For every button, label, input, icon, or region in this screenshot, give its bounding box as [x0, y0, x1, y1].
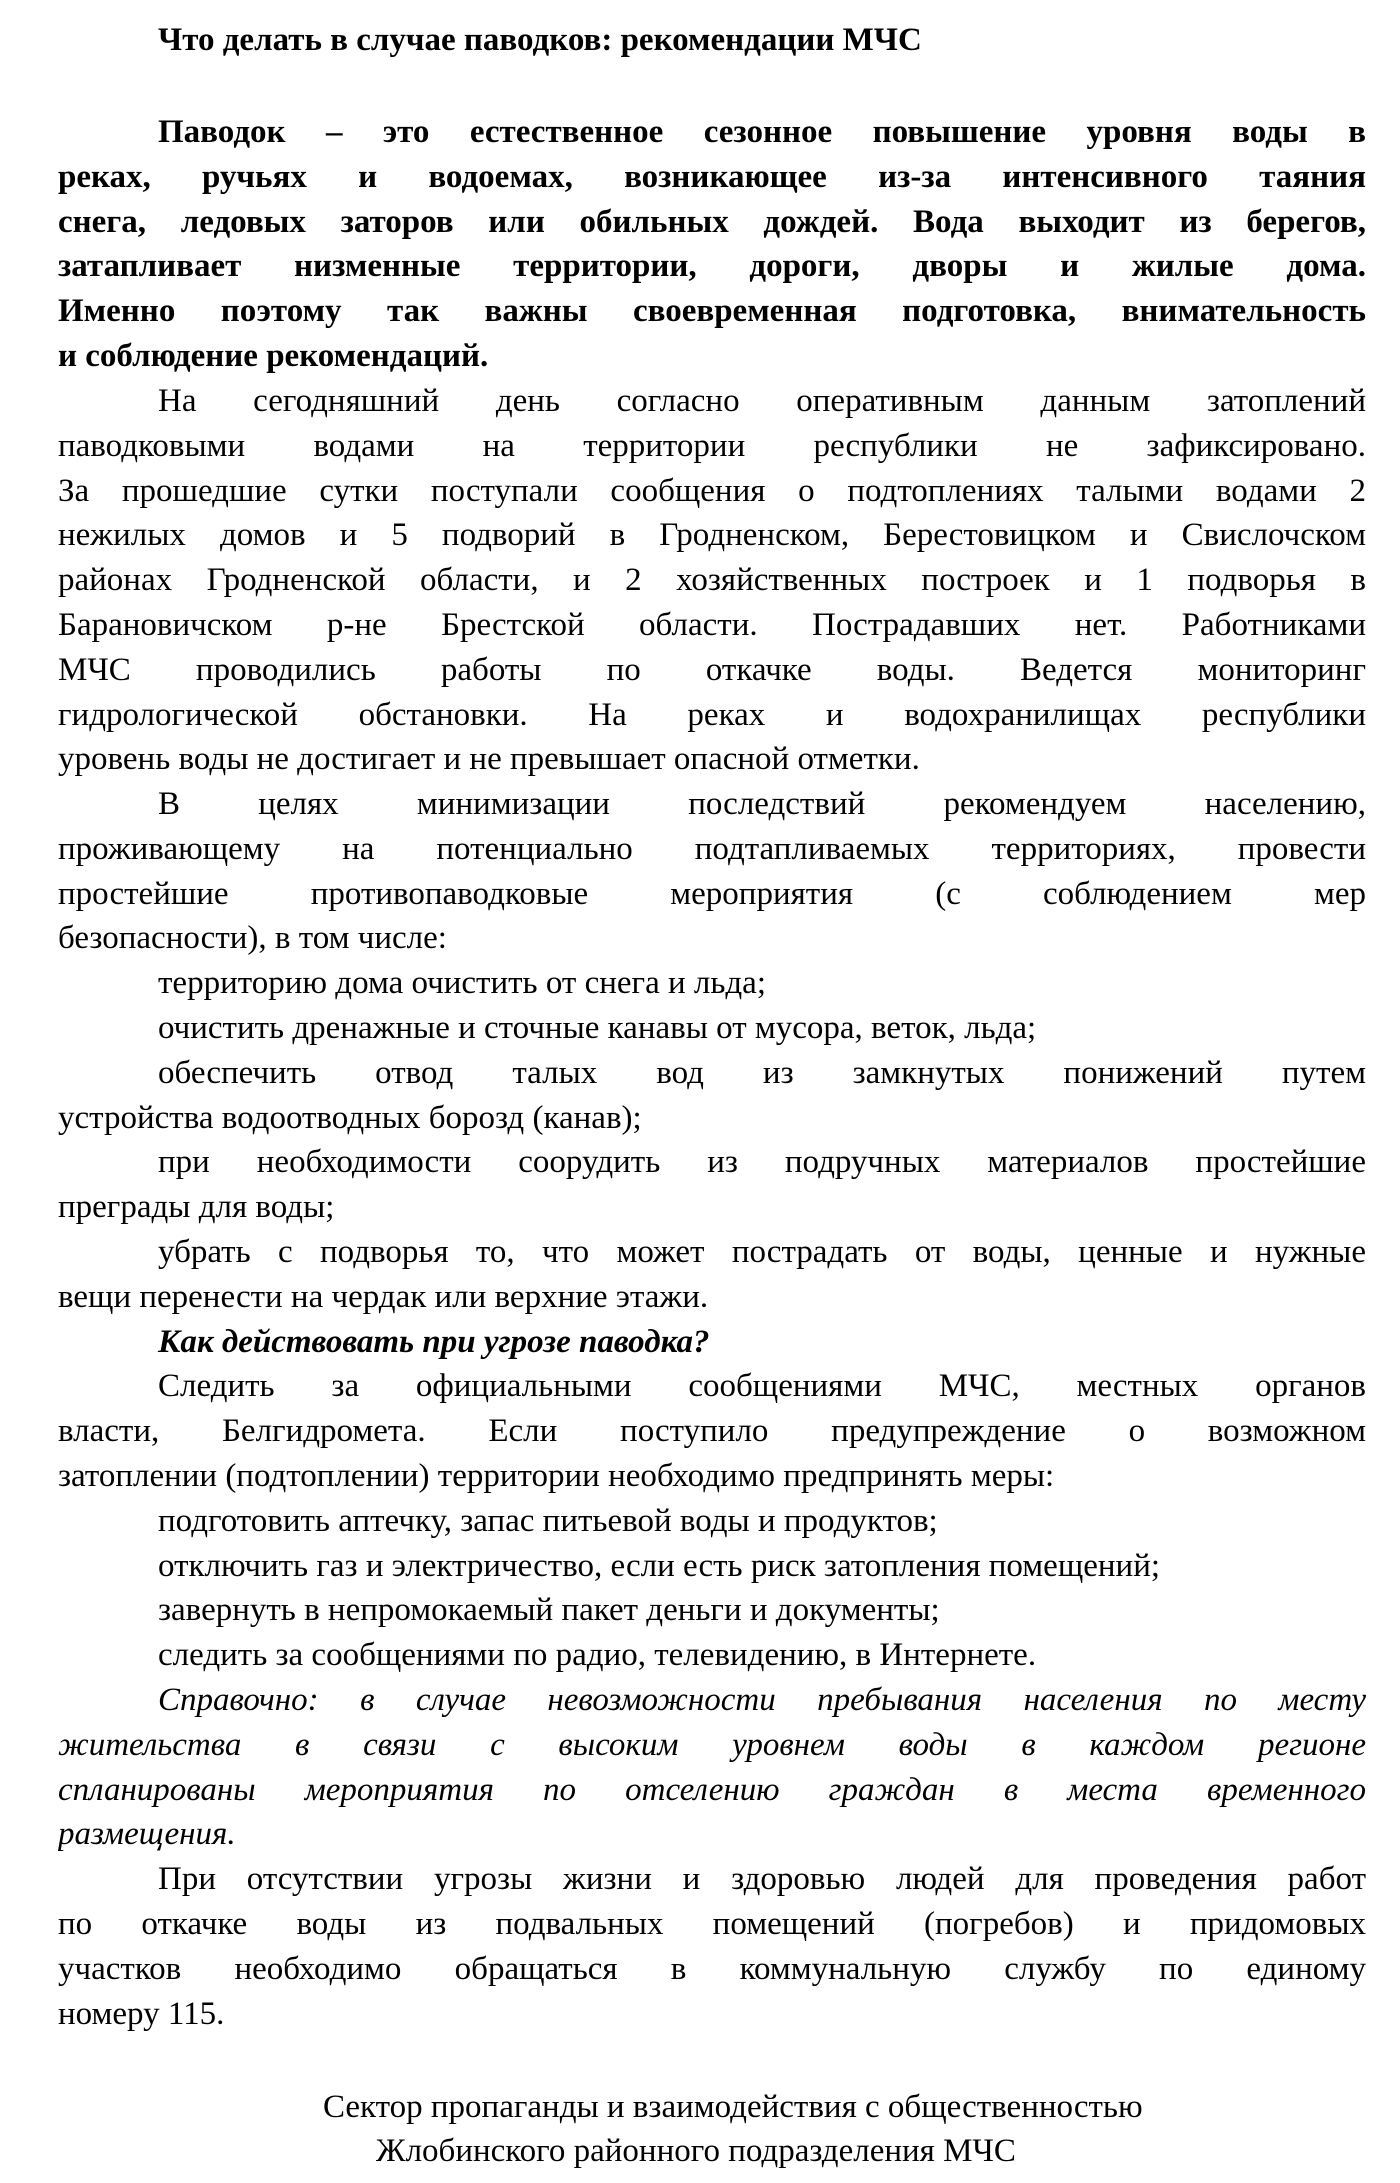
text-line: проживающему на потенциально подтапливаемых территориях, провести	[58, 830, 1366, 867]
text-line: МЧС проводились работы по откачке воды. Ведется мониторинг	[58, 651, 1366, 688]
text-line: Именно поэтому так важны своевременная подготовка, внимательность	[58, 293, 1366, 330]
text-line: За прошедшие сутки поступали сообщения о подтоплениях талыми водами 2	[58, 472, 1366, 509]
text-line: Паводок – это естественное сезонное повышение уровня воды в	[158, 114, 1366, 150]
text-line: уровень воды не достигает и не превышает опасной отметки.	[58, 741, 920, 778]
text-line: по откачке воды из подвальных помещений (погребов) и придомовых	[58, 1905, 1366, 1942]
measure-item: территорию дома очистить от снега и льда;	[158, 965, 767, 1002]
measure-item-cont: устройства водоотводных борозд (канав);	[58, 1099, 642, 1136]
note-line: спланированы мероприятия по отселению граждан в места временного	[58, 1771, 1366, 1808]
text-line: При отсутствии угрозы жизни и здоровью людей для проведения работ	[158, 1861, 1366, 1898]
text-line: нежилых домов и 5 подворий в Гродненском, Берестовицком и Свислочском	[58, 517, 1366, 554]
signature-line-2: Жлобинского районного подразделения МЧС	[376, 2133, 1016, 2169]
text-line: Следить за официальными сообщениями МЧС, местных органов	[158, 1368, 1366, 1405]
measure-item-cont: вещи перенести на чердак или верхние этажи.	[58, 1278, 709, 1315]
measure-item: при необходимости соорудить из подручных материалов простейшие	[158, 1144, 1366, 1181]
situation-paragraph	[58, 379, 1366, 782]
text-line: районах Гродненской области, и 2 хозяйственных построек и 1 подворья в	[58, 562, 1366, 599]
text-line: снега, ледовых заторов или обильных дождей. Вода выходит из берегов,	[58, 203, 1366, 240]
measure-item: обеспечить отвод талых вод из замкнутых понижений путем	[158, 1054, 1366, 1091]
threat-measure-item: отключить газ и электричество, если есть риск затопления помещений;	[158, 1547, 1161, 1584]
threat-measure-item: подготовить аптечку, запас питьевой воды и продуктов;	[158, 1502, 938, 1539]
threat-measure-item: завернуть в непромокаемый пакет деньги и документы;	[158, 1592, 940, 1629]
intro-paragraph	[58, 110, 1366, 379]
threat-heading: Как действовать при угрозе паводка?	[158, 1323, 710, 1360]
text-line: гидрологической обстановки. На реках и водохранилищах республики	[58, 696, 1366, 733]
recommend-paragraph	[58, 782, 1366, 2036]
text-line: власти, Белгидромета. Если поступило предупреждение о возможном	[58, 1413, 1366, 1450]
document-title: Что делать в случае паводков: рекомендации МЧС	[158, 22, 922, 58]
text-line: В целях минимизации последствий рекомендуем населению,	[158, 786, 1366, 822]
text-line: На сегодняшний день согласно оперативным данным затоплений	[158, 383, 1366, 419]
text-line: номеру 115.	[58, 1995, 225, 2032]
measure-item: убрать с подворья то, что может пострадать от воды, ценные и нужные	[158, 1233, 1366, 1270]
text-line: безопасности), в том числе:	[58, 920, 447, 957]
note-line: размещения.	[58, 1816, 236, 1853]
signature-line-1: Сектор пропаганды и взаимодействия с общественностью	[323, 2089, 1143, 2125]
text-line: и соблюдение рекомендаций.	[58, 337, 489, 374]
note-line: жительства в связи с высоким уровнем воды в каждом регионе	[58, 1726, 1366, 1763]
note-line: Справочно: в случае невозможности пребывания населения по месту	[158, 1681, 1366, 1718]
text-line: участков необходимо обращаться в коммунальную службу по единому	[58, 1950, 1366, 1987]
text-line: затоплении (подтоплении) территории необходимо предпринять меры:	[58, 1457, 1055, 1494]
measure-item-cont: преграды для воды;	[58, 1189, 335, 1226]
text-line: паводковыми водами на территории республики не зафиксировано.	[58, 427, 1366, 464]
threat-measure-item: следить за сообщениями по радио, телевидению, в Интернете.	[158, 1637, 1037, 1674]
measure-item: очистить дренажные и сточные канавы от мусора, веток, льда;	[158, 1009, 1037, 1046]
text-line: Барановичском р-не Брестской области. Пострадавших нет. Работниками	[58, 606, 1366, 643]
text-line: затапливает низменные территории, дороги, дворы и жилые дома.	[58, 248, 1366, 285]
text-line: простейшие противопаводковые мероприятия (с соблюдением мер	[58, 875, 1366, 912]
text-line: реках, ручьях и водоемах, возникающее из-за интенсивного таяния	[58, 158, 1366, 195]
